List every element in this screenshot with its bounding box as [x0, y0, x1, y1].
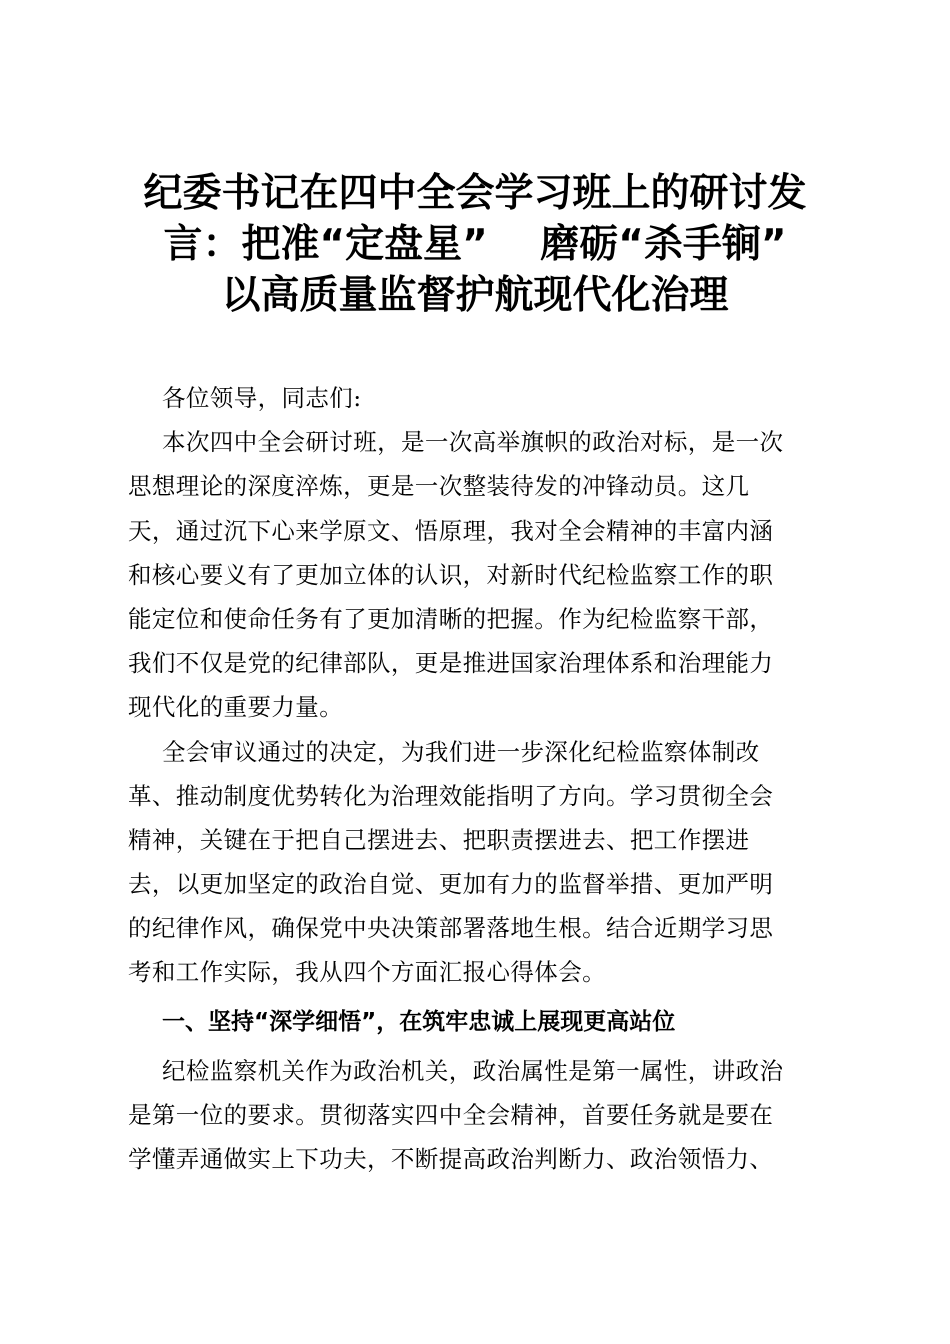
title-line: 言：把准“定盘星” 磨砺“杀手锏”: [163, 222, 787, 267]
text-line: 思想理论的深度淬炼，更是一次整装待发的冲锋动员。这几: [128, 472, 750, 501]
text-line: 学懂弄通做实上下功夫，不断提高政治判断力、政治领悟力、: [128, 1145, 774, 1173]
text-line: 本次四中全会研讨班，是一次高举旗帜的政治对标，是一次: [162, 428, 784, 457]
text-line: 能定位和使命任务有了更加清晰的把握。作为纪检监察干部，: [128, 604, 774, 633]
paragraph-3: [128, 1049, 828, 1182]
text-line: 是第一位的要求。贯彻落实四中全会精神，首要任务就是要在: [128, 1100, 774, 1129]
text-line: 革、推动制度优势转化为治理效能指明了方向。学习贯彻全会: [128, 781, 774, 810]
text-line: 现代化的重要力量。: [128, 693, 344, 722]
text-line: 我们不仅是党的纪律部队，更是推进国家治理体系和治理能力: [128, 649, 774, 678]
salutation: 各位领导，同志们:: [162, 384, 362, 412]
text-line: 精神，关键在于把自己摆进去、把职责摆进去、把工作摆进: [128, 825, 750, 854]
title-line: 纪委书记在四中全会学习班上的研讨发: [143, 171, 807, 216]
text-line: 和核心要义有了更加立体的认识，对新时代纪检监察工作的职: [128, 560, 774, 589]
document-body: [128, 376, 828, 1181]
text-line: 天，通过沉下心来学原文、悟原理，我对全会精神的丰富内涵: [128, 516, 774, 545]
section-heading-1: 一、坚持“深学细悟”，在筑牢忠诚上展现更高站位: [162, 1008, 676, 1035]
text-line: 的纪律作风，确保党中央决策部署落地生根。结合近期学习思: [128, 914, 774, 943]
text-line: 全会审议通过的决定，为我们进一步深化纪检监察体制改: [162, 737, 760, 766]
text-line: 纪检监察机关作为政治机关，政治属性是第一属性，讲政治: [162, 1056, 784, 1085]
title-line: 以高质量监督护航现代化治理: [221, 273, 729, 318]
paragraph-2: [128, 730, 828, 995]
text-line: 考和工作实际，我从四个方面汇报心得体会。: [128, 958, 606, 987]
paragraph-1: [128, 420, 828, 729]
document-title: [0, 168, 950, 321]
text-line: 去，以更加坚定的政治自觉、更加有力的监督举措、更加严明: [128, 870, 774, 899]
